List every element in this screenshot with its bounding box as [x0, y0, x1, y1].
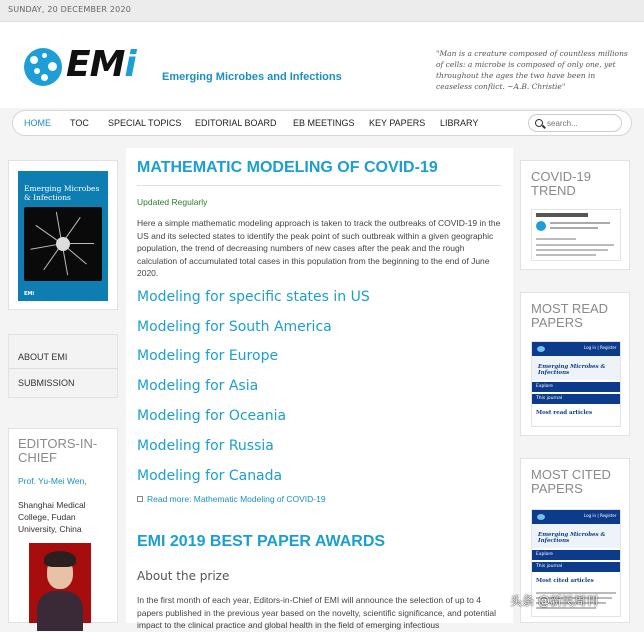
- link-modeling-asia[interactable]: Modeling for Asia: [137, 378, 259, 394]
- editor-affiliation: Shanghai Medical College, Fudan University, China: [18, 500, 86, 534]
- menu-about-emi[interactable]: ABOUT EMI: [9, 345, 117, 369]
- journal-cover-panel: [8, 160, 118, 310]
- top-date-bar: [0, 0, 644, 22]
- covid-trend-thumbnail[interactable]: [531, 209, 621, 261]
- site-header: [0, 22, 644, 108]
- nav-eb-meetings[interactable]: EB MEETINGS: [293, 118, 355, 128]
- journal-name: Emerging Microbes and Infections: [162, 71, 342, 83]
- most-read-heading: MOST READ PAPERS: [531, 301, 609, 330]
- watermark-text: 头条 @新民周刊: [510, 594, 598, 608]
- search-input[interactable]: [547, 117, 617, 130]
- covid-trend-panel: [520, 160, 630, 270]
- nav-editorial-board[interactable]: EDITORIAL BOARD: [195, 118, 277, 128]
- nav-toc[interactable]: TOC: [70, 118, 89, 128]
- most-read-panel: [520, 292, 630, 436]
- article-title-link[interactable]: MATHEMATIC MODELING OF COVID-19: [137, 159, 438, 176]
- logo-wordmark[interactable]: EMi: [66, 44, 136, 85]
- link-modeling-us-states[interactable]: Modeling for specific states in US: [137, 289, 370, 305]
- cover-microbe-illustration: [24, 207, 102, 281]
- microbe-logo-icon[interactable]: [24, 48, 62, 86]
- menu-submission[interactable]: SUBMISSION: [18, 378, 75, 388]
- most-read-thumbnail[interactable]: Log in | Register Emerging Microbes & Infections Explore This journal Most read articles: [531, 341, 621, 427]
- header-quote: "Man is a creature composed of countless millions of cells: a microbe is composed of only one, yet throughout the ages the two have been in ceaseless conflict. ~A.B. Christie": [436, 49, 628, 91]
- link-modeling-russia[interactable]: Modeling for Russia: [137, 438, 274, 454]
- link-modeling-south-america[interactable]: Modeling for South America: [137, 319, 332, 335]
- awards-description: In the first month of each year, Editors-in-Chief of EMI will announce the selection of up to 4 papers published in the previous year based on the novelty, scientific significance, and potential impact to the clinical practice and global health in the field of emerging infectious: [137, 595, 496, 630]
- about-menu: [8, 334, 118, 398]
- editors-in-chief-panel: [8, 428, 118, 623]
- link-modeling-canada[interactable]: Modeling for Canada: [137, 468, 283, 484]
- nav-special-topics[interactable]: SPECIAL TOPICS: [108, 118, 182, 128]
- link-modeling-europe[interactable]: Modeling for Europe: [137, 348, 279, 364]
- nav-home[interactable]: HOME: [24, 118, 51, 128]
- title-divider: [137, 185, 501, 186]
- most-cited-heading: MOST CITED PAPERS: [531, 467, 611, 496]
- nav-library[interactable]: LIBRARY: [440, 118, 479, 128]
- search-icon: [535, 119, 543, 127]
- journal-logo-icon: [536, 221, 546, 231]
- main-content: [126, 148, 513, 630]
- cover-footer-logo: EMi: [24, 291, 35, 297]
- covid-trend-heading: COVID-19 TREND: [531, 169, 591, 198]
- expand-icon: [137, 496, 143, 502]
- editor-name-link[interactable]: Prof. Yu-Mei Wen,: [18, 476, 87, 486]
- journal-logo-icon: [537, 514, 545, 520]
- updated-label: Updated Regularly: [137, 197, 208, 207]
- most-cited-thumbnail[interactable]: Log in | Register Emerging Microbes & Infections Explore This journal Most cited articles: [531, 509, 621, 617]
- cover-title: Emerging Microbes & Infections: [24, 184, 100, 202]
- awards-subtitle: About the prize: [137, 569, 230, 583]
- read-more-link[interactable]: Read more: Mathematic Modeling of COVID-19: [137, 494, 326, 504]
- editors-heading: EDITORS-IN-CHIEF: [18, 436, 98, 465]
- article-description: Here a simple mathematic modeling approach is taken to track the outbreaks of COVID-19 in the US and its selected states to identify the peak point of such outbreak within a given geographic population, the trend of decreasing numbers of new cases after the peak and the rough calculation of accumulated total cases in this population from the beginning to the end of June 2020.: [137, 218, 501, 278]
- current-date: SUNDAY, 20 DECEMBER 2020: [8, 5, 132, 14]
- editor-photo: [29, 543, 91, 623]
- journal-cover-image[interactable]: [18, 171, 108, 301]
- awards-title-link[interactable]: EMI 2019 BEST PAPER AWARDS: [137, 533, 386, 550]
- search-box[interactable]: [528, 114, 622, 132]
- journal-logo-icon: [537, 346, 545, 352]
- nav-key-papers[interactable]: KEY PAPERS: [369, 118, 426, 128]
- link-modeling-oceania[interactable]: Modeling for Oceania: [137, 408, 287, 424]
